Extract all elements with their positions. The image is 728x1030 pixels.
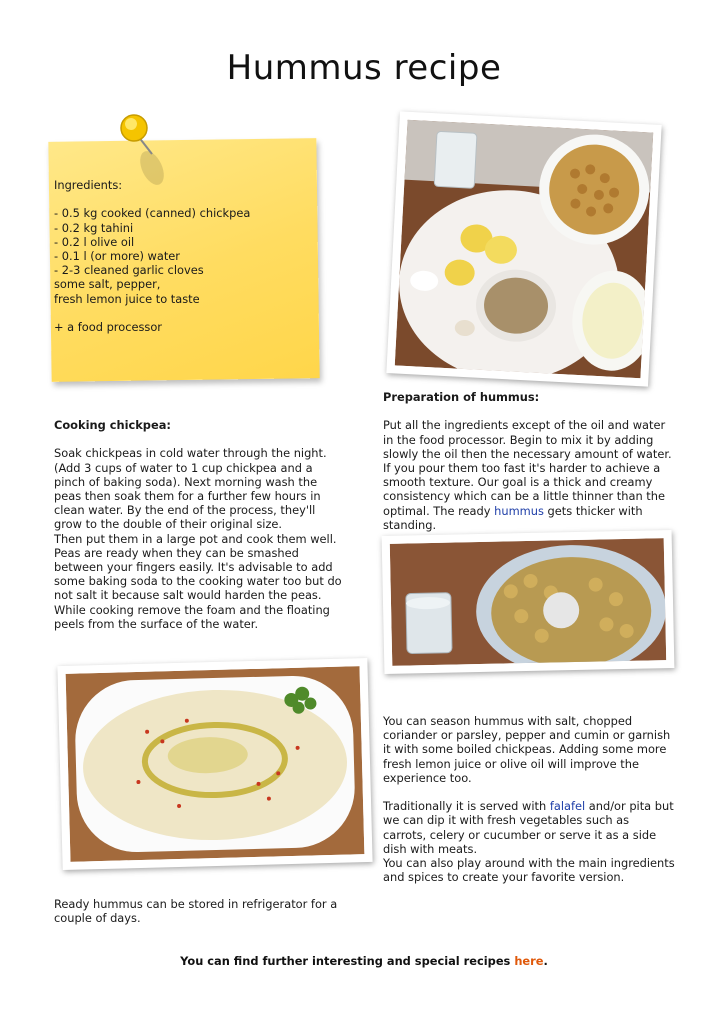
ingredient-item: - 2-3 cleaned garlic cloves: [54, 263, 204, 278]
equipment-note: + a food processor: [54, 320, 162, 334]
ingredient-item: - 0.5 kg cooked (canned) chickpea: [54, 206, 251, 221]
food-processor-photo: [382, 530, 675, 674]
cooking-paragraph: Then put them in a large pot and cook them well. Peas are ready when they can be smashed between your fingers easily. It's advisable to add some baking soda to the cooking water too but do not salt it because salt would harden the peas.: [54, 531, 342, 603]
footer-note: You can find further interesting and special recipes here.: [180, 954, 548, 968]
ingredient-item: some salt, pepper,: [54, 277, 161, 292]
page-title: Hummus recipe: [226, 48, 502, 88]
cooking-paragraph: Soak chickpeas in cold water through the night. (Add 3 cups of water to 1 cup chickpea and a pinch of baking soda). Next morning wash the peas then soak them for a further few hours in clean water. By the end of the process, they'll grow to the double of their original size.: [54, 446, 327, 532]
storage-note: Ready hummus can be stored in refrigerator for a couple of days.: [54, 897, 338, 926]
cooking-paragraph: While cooking remove the foam and the floating peels from the surface of the water.: [54, 602, 330, 631]
ingredients-list: [54, 178, 314, 334]
preparation-section: [383, 390, 675, 532]
ingredients-heading: Ingredients:: [54, 178, 123, 192]
ingredient-item: fresh lemon juice to taste: [54, 291, 200, 306]
preparation-paragraph: Put all the ingredients except of the oil and water in the food processor. Begin to mix it by adding slowly the oil then the necessary amount of water. If you pour them too fast it's harder to achieve a smooth texture. Our goal is a thick and creamy consistency which can be a little thinner than the optimal. The ready hummus gets thicker with standing.: [383, 418, 672, 532]
ingredient-item: - 0.2 kg tahini: [54, 220, 134, 235]
cooking-heading: Cooking chickpea:: [54, 418, 171, 432]
hummus-link[interactable]: hummus: [494, 503, 544, 518]
serving-paragraph: You can also play around with the main ingredients and spices to create your favorite version.: [383, 856, 675, 885]
serving-section: [383, 714, 675, 884]
falafel-link[interactable]: falafel: [549, 799, 586, 814]
serving-paragraph: Traditionally it is served with falafel and/or pita but we can dip it with fresh vegetables such as carrots, celery or cucumber or serve it as a side dish with meats.: [383, 799, 674, 856]
cooking-section: [54, 418, 346, 631]
ingredients-photo: [386, 111, 661, 386]
ingredient-item: - 0.1 l (or more) water: [54, 249, 180, 263]
hummus-plate-photo: [57, 658, 372, 870]
preparation-heading: Preparation of hummus:: [383, 390, 540, 404]
ingredient-item: - 0.2 l olive oil: [54, 234, 135, 249]
here-link[interactable]: here: [514, 954, 544, 968]
serving-paragraph: You can season hummus with salt, chopped coriander or parsley, pepper and cumin or garnish it with some boiled chickpeas. Adding some more fresh lemon juice or olive oil will improve the experience too.: [383, 714, 671, 785]
